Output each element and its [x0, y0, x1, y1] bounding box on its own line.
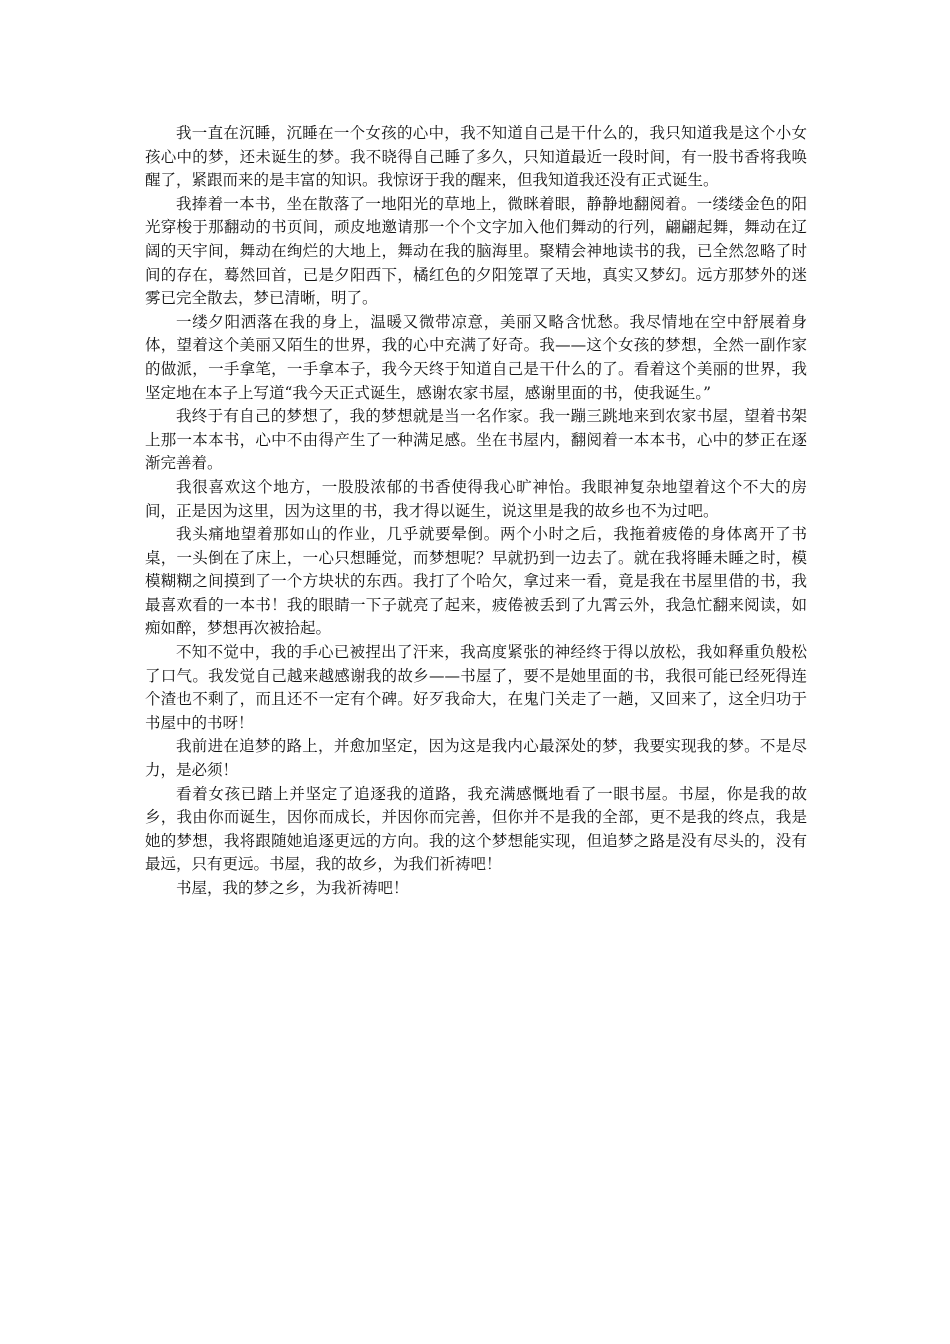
paragraph-1: 我一直在沉睡，沉睡在一个女孩的心中，我不知道自己是干什么的，我只知道我是这个小女孩心中的梦，还未诞生的梦。我不晓得自己睡了多久，只知道最近一段时间，有一股书香将我唤醒了，紧跟而来的是丰富的知识。我惊讶于我的醒来，但我知道我还没有正式诞生。: [145, 124, 807, 190]
paragraph-3: 一缕夕阳洒落在我的身上，温暖又微带凉意，美丽又略含忧愁。我尽情地在空中舒展着身体，望着这个美丽又陌生的世界，我的心中充满了好奇。我——这个女孩的梦想，全然一副作家的做派，一手拿笔，一手拿本子，我今天终于知道自己是干什么的了。看着这个美丽的世界，我坚定地在本子上写道“我今天正式诞生，感谢农家书屋，感谢里面的书，使我诞生。”: [145, 312, 807, 402]
paragraph-7: 不知不觉中，我的手心已被捏出了汗来，我高度紧张的神经终于得以放松，我如释重负般松了口气。我发觉自己越来越感谢我的故乡——书屋了，要不是她里面的书，我很可能已经死得连个渣也不剩了，而且还不一定有个碑。好歹我命大，在鬼门关走了一趟，又回来了，这全归功于书屋中的书呀！: [145, 643, 807, 732]
document-body: [145, 122, 807, 901]
paragraph-2: 我捧着一本书，坐在散落了一地阳光的草地上，微眯着眼，静静地翻阅着。一缕缕金色的阳光穿梭于那翻动的书页间，顽皮地邀请那一个个文字加入他们舞动的行列，翩翩起舞，舞动在辽阔的天宇间，舞动在绚烂的大地上，舞动在我的脑海里。聚精会神地读书的我，已全然忽略了时间的存在，蓦然回首，已是夕阳西下，橘红色的夕阳笼罩了天地，真实又梦幻。远方那梦外的迷雾已完全散去，梦已清晰，明了。: [145, 194, 807, 308]
paragraph-10: 书屋，我的梦之乡，为我祈祷吧！: [176, 879, 409, 897]
paragraph-5: 我很喜欢这个地方，一股股浓郁的书香使得我心旷神怡。我眼神复杂地望着这个不大的房间，正是因为这里，因为这里的书，我才得以诞生，说这里是我的故乡也不为过吧。: [145, 477, 807, 520]
paragraph-4: 我终于有自己的梦想了，我的梦想就是当一名作家。我一蹦三跳地来到农家书屋，望着书架上那一本本书，心中不由得产生了一种满足感。坐在书屋内，翻阅着一本本书，心中的梦正在逐渐完善着。: [145, 407, 807, 473]
paragraph-8: 我前进在追梦的路上，并愈加坚定，因为这是我内心最深处的梦，我要实现我的梦。不是尽力，是必须！: [145, 737, 807, 780]
paragraph-9: 看着女孩已踏上并坚定了追逐我的道路，我充满感慨地看了一眼书屋。书屋，你是我的故乡，我由你而诞生，因你而成长，并因你而完善，但你并不是我的全部，更不是我的终点，我是她的梦想，我将跟随她追逐更远的方向。我的这个梦想能实现，但追梦之路是没有尽头的，没有最远，只有更远。书屋，我的故乡，为我们祈祷吧！: [145, 784, 807, 874]
paragraph-6: 我头痛地望着那如山的作业，几乎就要晕倒。两个小时之后，我拖着疲倦的身体离开了书桌，一头倒在了床上，一心只想睡觉，而梦想呢？早就扔到一边去了。就在我将睡未睡之时，模模糊糊之间摸到了一个方块状的东西。我打了个哈欠，拿过来一看，竟是我在书屋里借的书，我最喜欢看的一本书！我的眼睛一下子就亮了起来，疲倦被丢到了九霄云外，我急忙翻来阅读，如痴如醉，梦想再次被拾起。: [145, 525, 807, 638]
